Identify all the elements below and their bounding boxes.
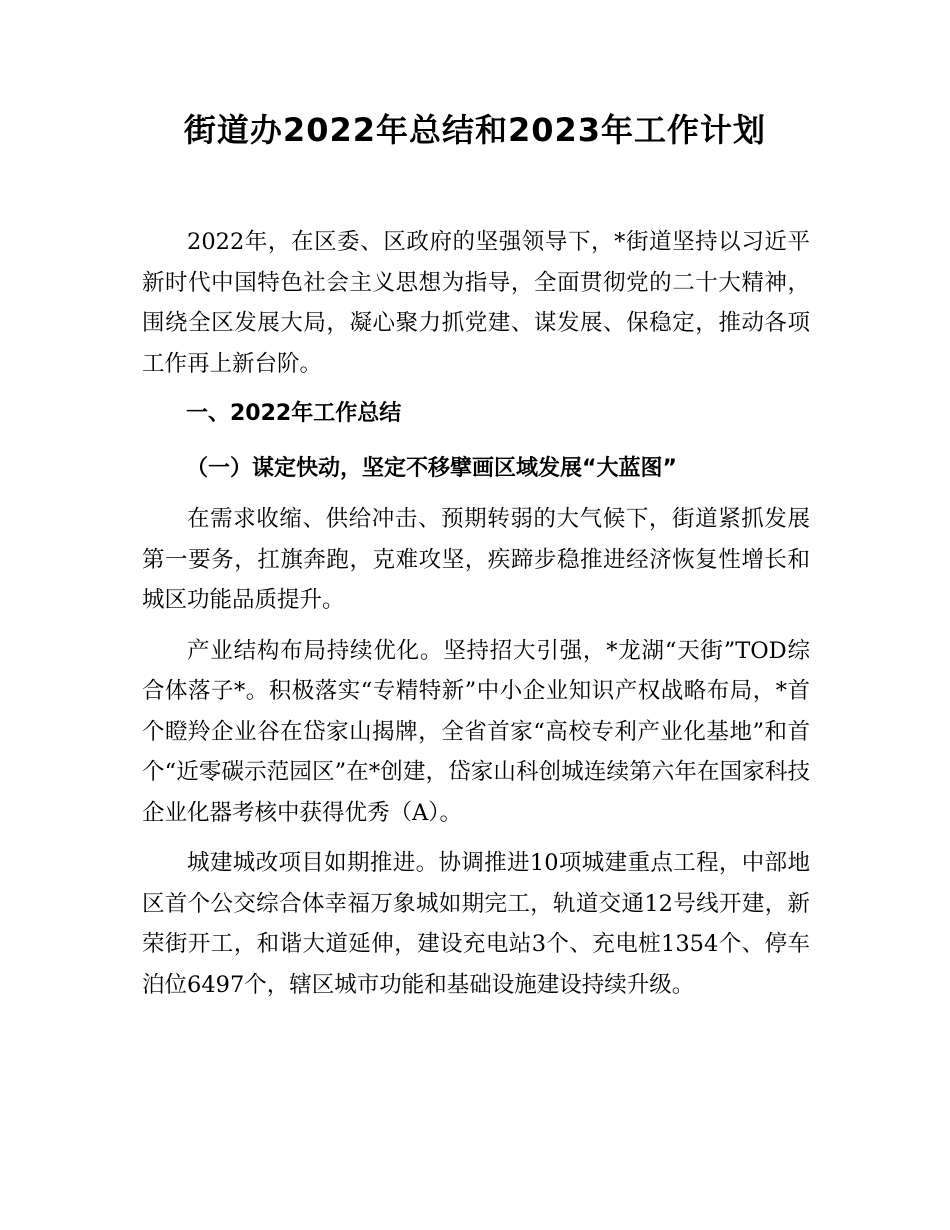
intro-paragraph: 2022年，在区委、区政府的坚强领导下，*街道坚持以习近平新时代中国特色社会主义思想为指导，全面贯彻党的二十大精神，围绕全区发展大局，凝心聚力抓党建、谋发展、保稳定，推动各项工作再上新台阶。 [142, 229, 810, 377]
document-title: 街道办2022年总结和2023年工作计划 [183, 111, 767, 149]
body-paragraph: 在需求收缩、供给冲击、预期转弱的大气候下，街道紧抓发展第一要务，扛旗奔跑，克难攻坚，疾蹄步稳推进经济恢复性增长和城区功能品质提升。 [142, 506, 810, 613]
body-paragraph: 城建城改项目如期推进。协调推进10项城建重点工程，中部地区首个公交综合体幸福万象城如期完工，轨道交通12号线开建，新荣街开工，和谐大道延伸，建设充电站3个、充电桩1354个、停车泊位6497个，辖区城市功能和基础设施建设持续升级。 [142, 850, 810, 998]
subsection-heading: （一）谋定快动，坚定不移擘画区域发展“大蓝图” [186, 455, 677, 481]
body-paragraph: 产业结构布局持续优化。坚持招大引强，*龙湖“天街”TOD综合体落子*。积极落实“专精特新”中小企业知识产权战略布局，*首个瞪羚企业谷在岱家山揭牌，全省首家“高校专利产业化基地”和首个“近零碳示范园区”在*创建，岱家山科创城连续第六年在国家科技企业化器考核中获得优秀（A）。 [142, 637, 810, 826]
section-heading: 一、2022年工作总结 [186, 401, 402, 426]
document-body [142, 222, 810, 1015]
